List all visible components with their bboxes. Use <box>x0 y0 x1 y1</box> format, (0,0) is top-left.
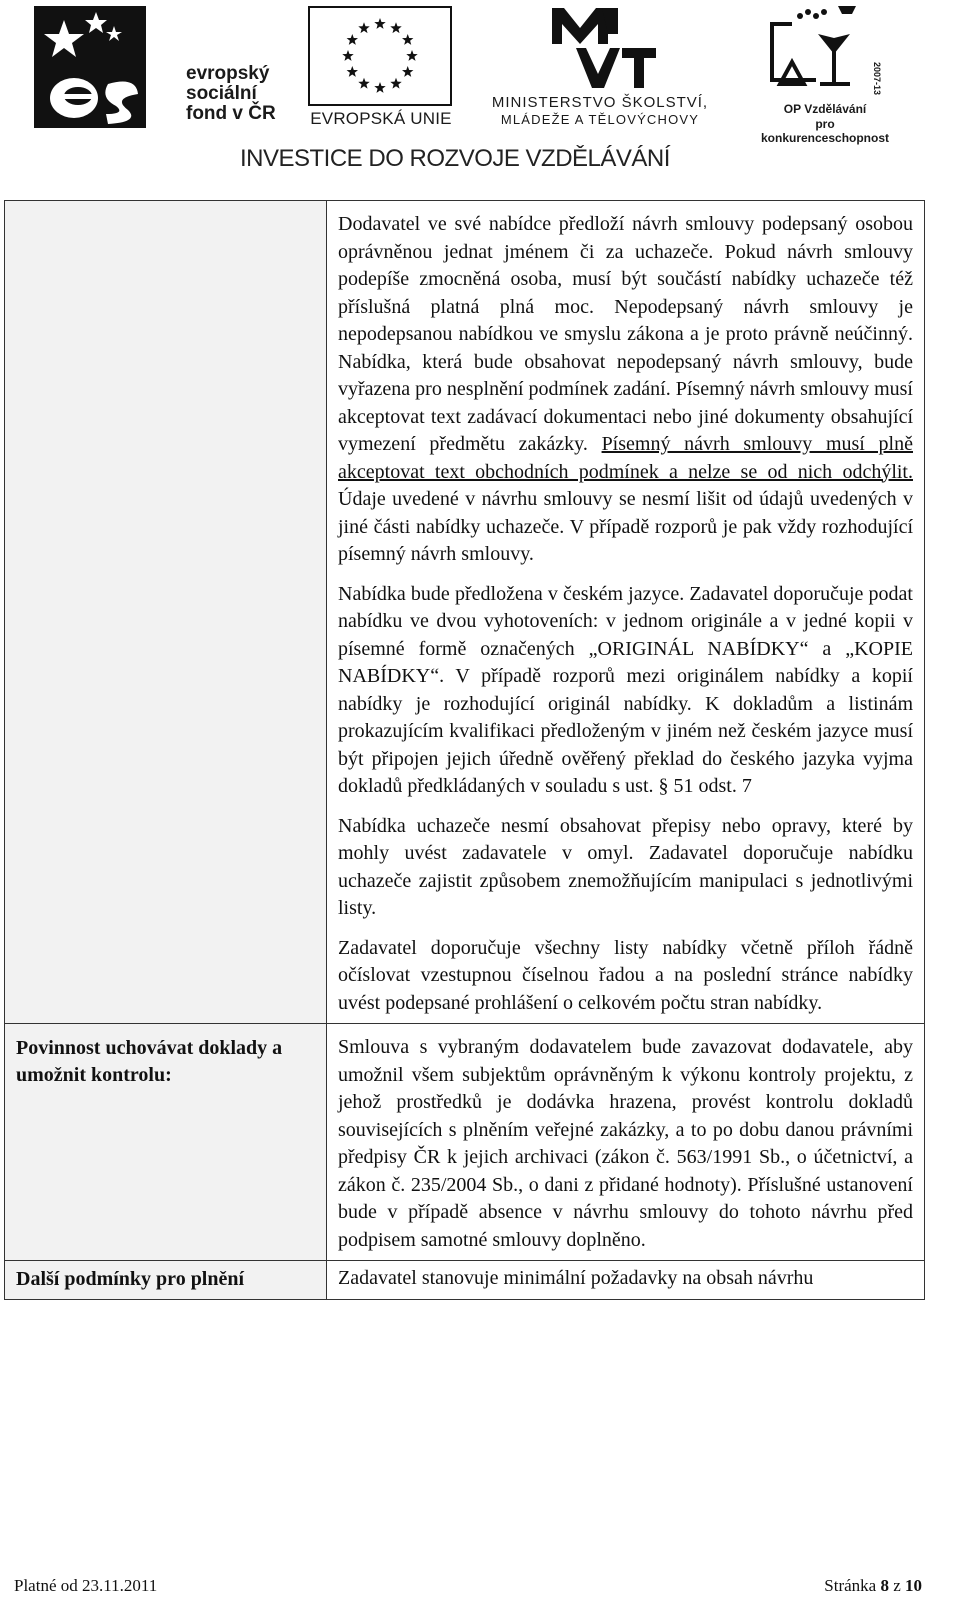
table-row <box>5 1261 925 1300</box>
row-label-cell <box>5 201 327 1024</box>
paragraph: Zadavatel stanovuje minimální požadavky na obsah návrhu <box>338 1267 814 1289</box>
eu-star-icon <box>347 66 358 77</box>
op-years: 2007-13 <box>872 62 882 96</box>
op-name-line1: OP Vzdělávání <box>783 102 867 116</box>
esf-emblem-icon <box>34 6 152 130</box>
underlined-text: Písemný návrh smlouvy musí plně akceptovat text obchodních podmínek a nelze se od nich odchýlit. <box>338 433 913 483</box>
eu-star-icon <box>358 22 369 33</box>
msmt-logo <box>470 4 730 132</box>
eu-logo <box>308 6 454 130</box>
row-label <box>6 202 325 212</box>
conditions-table <box>4 200 925 1300</box>
row-label-cell <box>5 1261 327 1300</box>
eu-star-icon <box>342 50 353 61</box>
eu-star-icon <box>402 34 413 45</box>
row-label: Povinnost uchovávat doklady a umožnit kontrolu: <box>16 1037 283 1086</box>
eu-star-icon <box>358 78 369 89</box>
row-content-cell <box>327 201 925 1024</box>
paragraph: Smlouva s vybraným dodavatelem bude zavazovat dodavatele, aby umožnil všem subjektům oprávněným k výkonu kontroly projektu, z jehož prostředků je dodávka hrazena, provést kontrolu dokladů souvisejících s plněním veřejné zakázky, a to po dobu danou právními předpisy ČR k jejich archivaci (zákon č. 563/1991 Sb., o účetnictví, a zákon č. 235/2004 Sb., o dani z přidané hodnoty). Příslušné ustanovení bude v případě absence v návrhu smlouvy do tohoto návrhu před podpisem samotné smlouvy doplněno. <box>338 1036 913 1251</box>
esf-logo <box>34 6 294 130</box>
investice-slogan: INVESTICE DO ROZVOJE VZDĚLÁVÁNÍ <box>240 145 670 172</box>
paragraph: Nabídka uchazeče nesmí obsahovat přepisy nebo opravy, které by mohly uvést zadavatele v omyl. Zadavatel doporučuje nabídku uchazeče zajistit způsobem znemožňujícím manipulaci s jednotlivými listy. <box>338 814 913 919</box>
op-emblem-icon <box>760 2 868 102</box>
row-label-cell <box>5 1024 327 1261</box>
logo-header <box>0 0 960 190</box>
eu-name: EVROPSKÁ UNIE <box>310 109 452 128</box>
eu-star-icon <box>347 34 358 45</box>
row-content-cell <box>327 1261 925 1300</box>
eu-star-icon <box>374 82 385 93</box>
eu-star-icon <box>374 18 385 29</box>
op-name-line2: pro konkurenceschopnost <box>760 117 890 145</box>
paragraph: Zadavatel doporučuje všechny listy nabídky včetně příloh řádně očíslovat vzestupnou číselnou řadou a na poslední stránce nabídky uvést podepsané prohlášení o celkovém počtu stran nabídky. <box>338 936 913 1014</box>
eu-flag-icon <box>308 6 452 106</box>
row-label: Další podmínky pro plnění <box>16 1268 245 1290</box>
eu-star-icon <box>390 78 401 89</box>
table-row <box>5 1024 925 1261</box>
eu-star-icon <box>406 50 417 61</box>
msmt-name-line1: MINISTERSTVO ŠKOLSTVÍ, <box>491 94 709 111</box>
paragraph: Nabídka bude předložena v českém jazyce. Zadavatel doporučuje podat nabídku ve dvou vyhotoveních: v jednom originále a v jedné kopii v písemné formě označených „ORIGINÁL NABÍDKY“ a „KOPIE NABÍDKY“. V případě rozporů mezi originálem nabídky a kopií nabídky je rozhodující originál nabídky. K dokladům a listinám prokazujícím kvalifikaci předloženým v jiném než českém jazyce musí být připojen jejich úředně ověřený překlad do českého jazyka vyjma dokladů předkládaných v souladu s ust. § 51 odst. 7 <box>338 582 913 797</box>
footer-valid-from: Platné od 23.11.2011 <box>14 1576 158 1595</box>
msmt-name-line2: MLÁDEŽE A TĚLOVÝCHOVY <box>500 112 700 127</box>
table-row <box>5 201 925 1024</box>
eu-star-icon <box>390 22 401 33</box>
row-content-cell <box>327 1024 925 1261</box>
eu-star-icon <box>402 66 413 77</box>
esf-name: evropský sociální fond v ČR <box>186 63 276 124</box>
op-logo <box>750 2 920 145</box>
msmt-emblem-icon <box>542 4 662 92</box>
paragraph: Dodavatel ve své nabídce předloží návrh smlouvy podepsaný osobou oprávněnou jednat jménem či za uchazeče. Pokud návrh smlouvy podepíše zmocněná osoba, musí být součástí nabídky uchazeče též příslušná platná plná moc. Nepodepsaný návrh smlouvy je nepodepsanou nabídkou ve smyslu zákona a je proto právně neúčinný. Nabídka, která bude obsahovat nepodepsaný návrh smlouvy, bude vyřazena pro nesplnění podmínek zadání. Písemný návrh smlouvy musí akceptovat text zadávací dokumentaci nebo jiné dokumenty obsahující vymezení předmětu zakázky. Písemný návrh smlouvy musí plně akceptovat text obchodních podmínek a nelze se od nich odchýlit. Údaje uvedené v návrhu smlouvy se nesmí lišit od údajů uvedených v jiné části nabídky uchazeče. V případě rozporů je pak vždy rozhodující písemný návrh smlouvy. <box>338 213 913 565</box>
footer-page-number: Stránka 8 z 10 <box>824 1576 922 1595</box>
